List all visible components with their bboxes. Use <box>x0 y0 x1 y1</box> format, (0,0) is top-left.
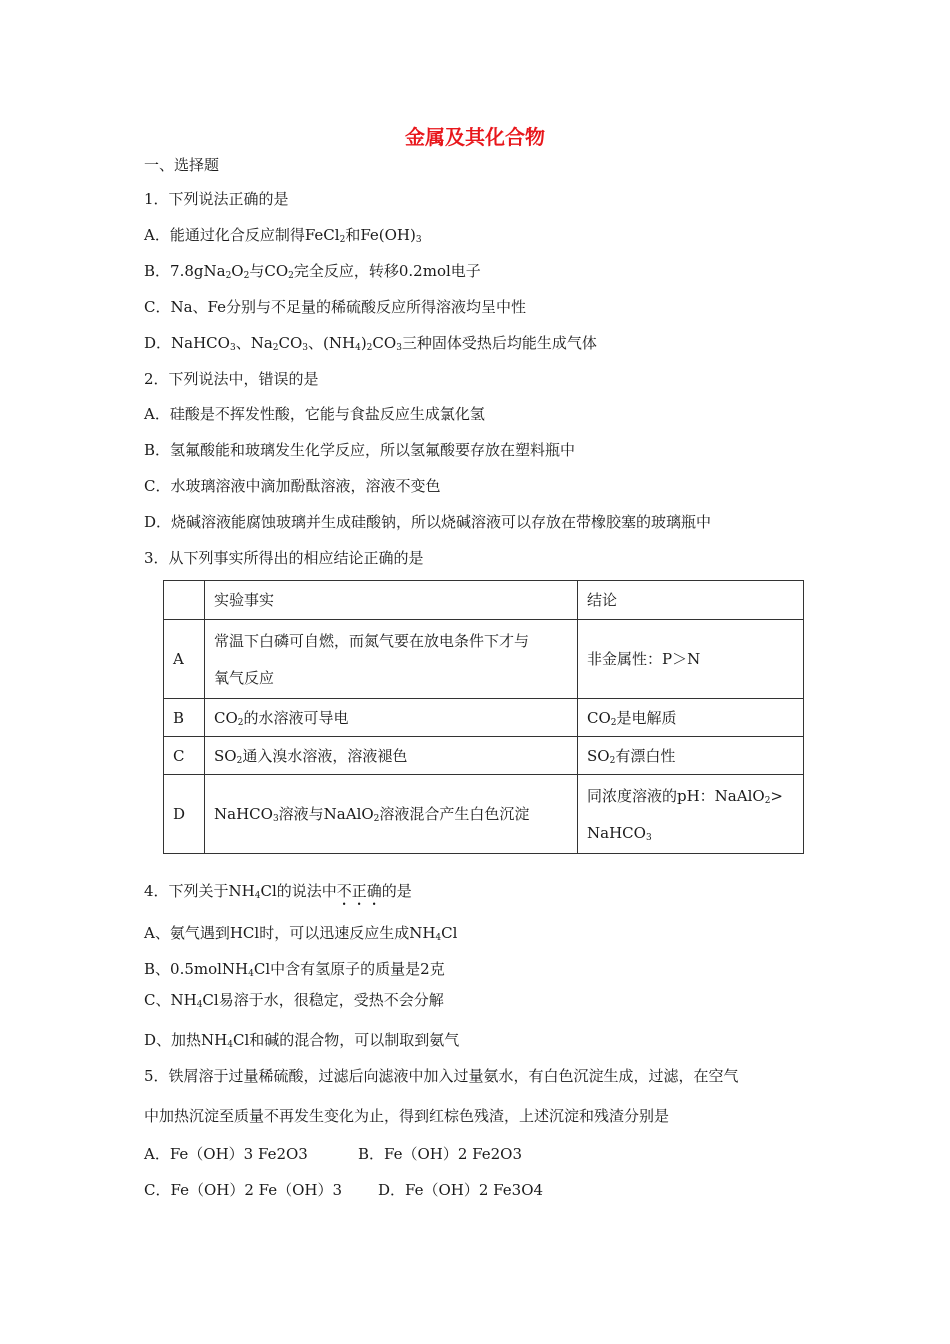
q4-stem: 4．下列关于$NH_4Cl$的说法中不正确的是 <box>144 882 412 901</box>
q2-option-a: A．硅酸是不挥发性酸，它能与食盐反应生成氯化氢 <box>144 405 485 423</box>
q2-option-d: D．烧碱溶液能腐蚀玻璃并生成硅酸钠，所以烧碱溶液可以存放在带橡胶塞的玻璃瓶中 <box>144 513 712 531</box>
q4-option-b: B、0.5molNH$_4$Cl中含有氢原子的质量是2克 <box>144 960 445 979</box>
q5-stem-line-1: 5．铁屑溶于过量稀硫酸，过滤后向滤液中加入过量氨水，有白色沉淀生成，过滤，在空气 <box>144 1067 739 1085</box>
row-conclusion: 非金属性：P＞N <box>578 620 804 699</box>
table-row <box>164 699 804 737</box>
q1-stem: 1．下列说法正确的是 <box>144 190 289 208</box>
q5-option-d: D．Fe（OH）2 Fe3O4 <box>378 1181 544 1199</box>
table-header-fact: 实验事实 <box>205 581 578 620</box>
table-header-key <box>164 581 205 620</box>
q2-option-b: B．氢氟酸能和玻璃发生化学反应，所以氢氟酸要存放在塑料瓶中 <box>144 441 576 459</box>
q2-option-c: C．水玻璃溶液中滴加酚酞溶液，溶液不变色 <box>144 477 441 495</box>
row-conclusion: $CO_2$是电解质 <box>578 699 804 737</box>
q4-option-c: C、$NH_4Cl$易溶于水，很稳定，受热不会分解 <box>144 991 444 1010</box>
q5-option-a: A．Fe（OH）3 Fe2O3 <box>144 1145 308 1163</box>
q4-option-d: D、加热$NH_4Cl$和碱的混合物，可以制取到氨气 <box>144 1031 460 1050</box>
q5-option-c: C．Fe（OH）2 Fe（OH）3 <box>144 1181 343 1199</box>
q1-option-d: D．NaHCO$_3$、$Na_2CO_3$、$(NH_4)_2CO_3$三种固体受热后均能生成气体 <box>144 334 597 353</box>
q2-stem: 2．下列说法中，错误的是 <box>144 370 319 388</box>
q1-option-a: A．能通过化合反应制得FeCl$_2$和$Fe(OH)_3$ <box>144 226 422 245</box>
row-key: B <box>164 699 205 737</box>
row-fact: 常温下白磷可自燃，而氮气要在放电条件下才与 氧气反应 <box>205 620 578 699</box>
row-key: D <box>164 775 205 854</box>
table-header-conclusion: 结论 <box>578 581 804 620</box>
q1-option-b: B．$7.8gNa_2O_2$与$CO_2$完全反应，转移0.2mol电子 <box>144 262 481 281</box>
row-conclusion: 同浓度溶液的pH：NaAlO$_2$> NaHCO$_3$ <box>578 775 804 854</box>
q5-stem-line-2: 中加热沉淀至质量不再发生变化为止，得到红棕色残渣，上述沉淀和残渣分别是 <box>144 1107 670 1125</box>
emphasis-dots: 不正确 <box>336 882 382 900</box>
row-fact: $SO_2$通入溴水溶液，溶液褪色 <box>205 737 578 775</box>
row-key: A <box>164 620 205 699</box>
row-conclusion: $SO_2$有漂白性 <box>578 737 804 775</box>
table-row <box>164 737 804 775</box>
row-fact: NaHCO$_3$溶液与NaAlO$_2$溶液混合产生白色沉淀 <box>205 775 578 854</box>
q4-option-a: A、氨气遇到HCl时，可以迅速反应生成$NH_4Cl$ <box>144 924 458 943</box>
q3-stem: 3．从下列事实所得出的相应结论正确的是 <box>144 549 424 567</box>
section-heading: 一、选择题 <box>144 156 220 174</box>
table-row <box>164 620 804 699</box>
row-fact: $CO_2$的水溶液可导电 <box>205 699 578 737</box>
q5-option-b: B．Fe（OH）2 Fe2O3 <box>358 1145 523 1163</box>
table-header-row <box>164 581 804 620</box>
q3-table <box>163 580 804 854</box>
row-key: C <box>164 737 205 775</box>
q1-option-c: C．Na、Fe分别与不足量的稀硫酸反应所得溶液均呈中性 <box>144 298 527 316</box>
page-title: 金属及其化合物 <box>405 125 545 149</box>
table-row <box>164 775 804 854</box>
